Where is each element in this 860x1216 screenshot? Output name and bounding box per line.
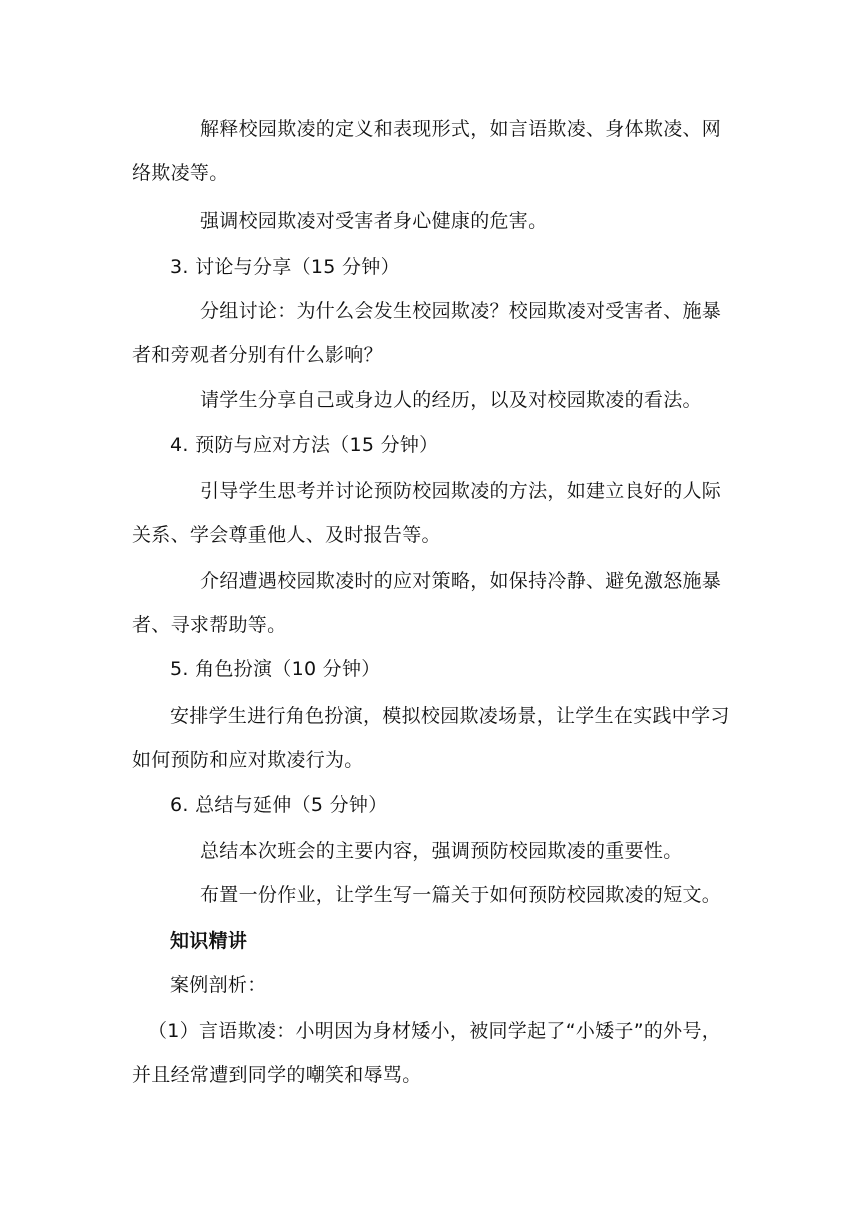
section-heading: 4. 预防与应对方法（15 分钟） [170, 434, 439, 456]
paragraph-line: 者、寻求帮助等。 [132, 614, 287, 636]
paragraph-line: 解释校园欺凌的定义和表现形式，如言语欺凌、身体欺凌、网 [200, 118, 722, 140]
paragraph-line: 引导学生思考并讨论预防校园欺凌的方法，如建立良好的人际 [200, 480, 722, 502]
section-heading: 5. 角色扮演（10 分钟） [170, 658, 381, 680]
bold-heading: 知识精讲 [170, 930, 248, 952]
paragraph-line: 请学生分享自己或身边人的经历，以及对校园欺凌的看法。 [200, 389, 702, 411]
paragraph-line: 案例剖析： [170, 974, 267, 996]
paragraph-line: 络欺凌等。 [132, 162, 229, 184]
paragraph-line: 者和旁观者分别有什么影响？ [132, 344, 383, 366]
paragraph-line: 介绍遭遇校园欺凌时的应对策略，如保持冷静、避免激怒施暴 [200, 570, 722, 592]
section-heading: 3. 讨论与分享（15 分钟） [170, 256, 400, 278]
paragraph-line: 安排学生进行角色扮演，模拟校园欺凌场景，让学生在实践中学习 [170, 705, 730, 727]
paragraph-line: 并且经常遭到同学的嘲笑和辱骂。 [132, 1064, 422, 1086]
paragraph-line: 关系、学会尊重他人、及时报告等。 [132, 524, 441, 546]
paragraph-line: 分组讨论：为什么会发生校园欺凌？校园欺凌对受害者、施暴 [200, 300, 722, 322]
paragraph-line: 如何预防和应对欺凌行为。 [132, 749, 364, 771]
paragraph-line: 强调校园欺凌对受害者身心健康的危害。 [200, 210, 548, 232]
paragraph-line: 布置一份作业，让学生写一篇关于如何预防校园欺凌的短文。 [200, 884, 722, 906]
section-heading: 6. 总结与延伸（5 分钟） [170, 794, 388, 816]
paragraph-line: （1）言语欺凌：小明因为身材矮小，被同学起了“小矮子”的外号， [148, 1020, 722, 1042]
paragraph-line: 总结本次班会的主要内容，强调预防校园欺凌的重要性。 [200, 840, 683, 862]
